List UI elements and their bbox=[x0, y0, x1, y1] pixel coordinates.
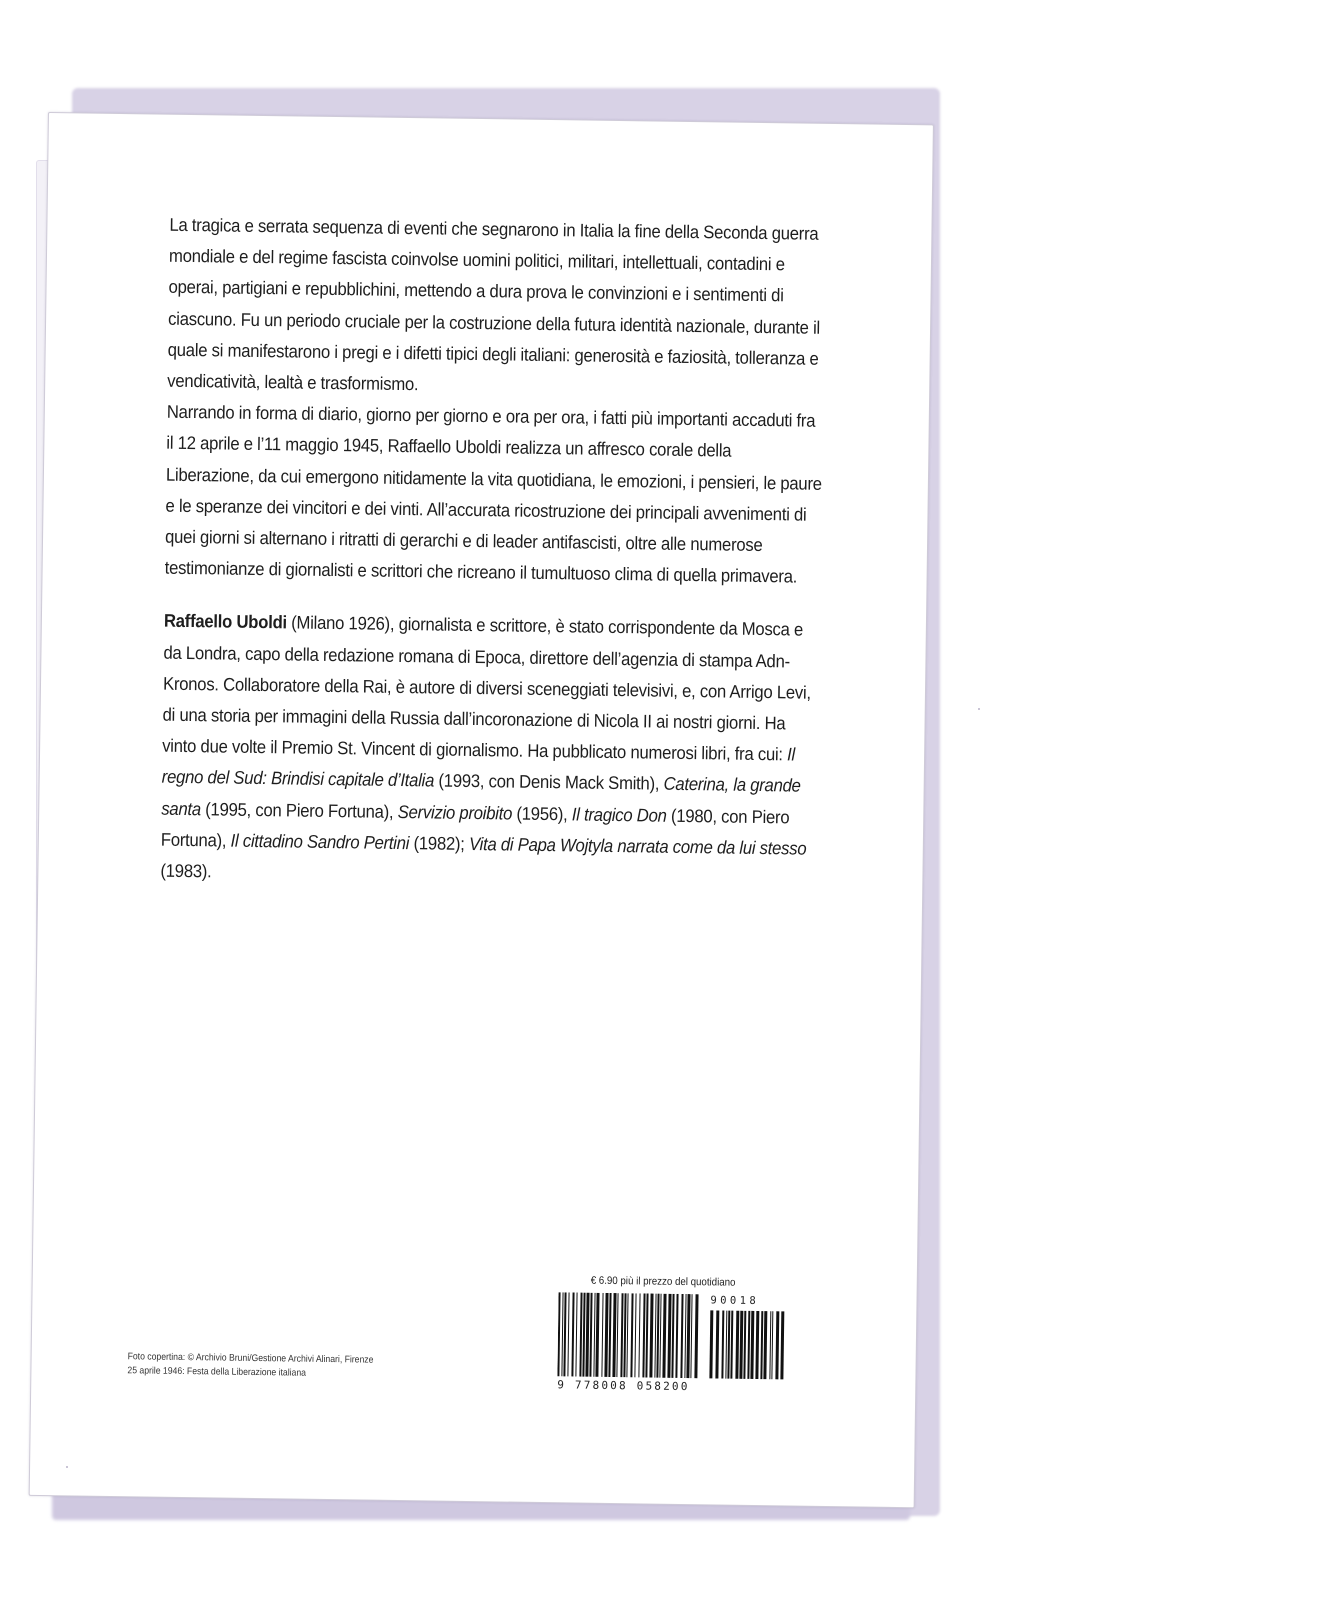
barcode-bar bbox=[725, 1311, 727, 1379]
book-title-2: Caterina, la grande santa bbox=[161, 774, 801, 819]
barcode-bar bbox=[721, 1311, 724, 1379]
barcode-bar bbox=[638, 1293, 640, 1377]
bio-text-7: (1983). bbox=[160, 860, 212, 882]
barcode-bar bbox=[763, 1311, 767, 1379]
barcode-addon-digits: 90018 bbox=[710, 1294, 760, 1308]
barcode-bar bbox=[649, 1294, 653, 1378]
barcode-bar bbox=[755, 1311, 759, 1379]
barcode-bar bbox=[709, 1310, 713, 1378]
barcode-bar bbox=[593, 1293, 595, 1377]
barcode-bar bbox=[557, 1292, 560, 1376]
book-title-6: Vita di Papa Wojtyla narrata come da lui stesso bbox=[468, 833, 807, 859]
barcode-main-digits: 9 778008 058200 bbox=[557, 1378, 690, 1394]
photo-credit-line-2: 25 aprile 1946: Festa della Liberazione italiana bbox=[127, 1365, 307, 1379]
bio-text-1: (Milano 1926), giornalista e scrittore, è stato corrispondente da Mosca e da Londra, capo della redazione romana di Epoca, direttore dell’agenzia di stampa Adn-Kronos. Collaboratore della Rai, è autore di diversi sceneggiati televisivi, e, con Arrigo Levi, di una storia per immagini della Russia dall’incoronazione di Nicola II ai nostri giorni. Ha vinto due volte il Premio St. Vincent di giornalismo. Ha pubblicato numerosi libri, fra cui: bbox=[162, 612, 811, 765]
barcode-bar bbox=[671, 1294, 674, 1378]
barcode-bar bbox=[561, 1292, 563, 1376]
barcode-bar bbox=[675, 1294, 678, 1378]
barcode-bar bbox=[645, 1293, 648, 1377]
book-title-4: Il tragico Don bbox=[571, 804, 667, 826]
bio-text-6: (1982); bbox=[409, 832, 470, 854]
bio-text-5: (1980, con Piero Fortuna), bbox=[160, 805, 790, 851]
barcode-bar bbox=[582, 1293, 585, 1377]
barcode-bar bbox=[579, 1293, 582, 1377]
barcode-bar bbox=[601, 1293, 603, 1377]
barcode-bar bbox=[730, 1311, 733, 1379]
barcode-bar bbox=[686, 1294, 690, 1378]
barcode-bar bbox=[563, 1292, 566, 1376]
book-title-5: Il cittadino Sandro Pertini bbox=[230, 830, 410, 853]
author-bio bbox=[160, 606, 821, 896]
barcode-bar bbox=[604, 1293, 608, 1377]
barcode-bar bbox=[743, 1311, 746, 1379]
bio-text-3: (1995, con Piero Fortuna), bbox=[200, 798, 398, 822]
barcode-bar bbox=[715, 1310, 719, 1378]
barcode-bar bbox=[769, 1311, 771, 1379]
book-title-1: Il regno del Sud: Brindisi capitale d’Italia bbox=[161, 744, 796, 791]
barcode-bar bbox=[626, 1293, 628, 1377]
back-cover-text bbox=[160, 210, 822, 896]
barcode-bar bbox=[727, 1311, 730, 1379]
photo-credit-line-1: Foto copertina: © Archivio Bruni/Gestione Archivi Alinari, Firenze bbox=[127, 1351, 374, 1366]
barcode-bar bbox=[630, 1293, 633, 1377]
bio-text-4: (1956), bbox=[511, 803, 573, 825]
barcode-bar bbox=[659, 1294, 661, 1378]
barcode-bar bbox=[690, 1294, 692, 1378]
barcode-bar bbox=[585, 1293, 589, 1377]
bio-text-2: (1993, con Denis Mack Smith), bbox=[433, 770, 664, 795]
barcode-bar bbox=[642, 1293, 645, 1377]
barcode-bar bbox=[775, 1311, 779, 1379]
barcode-bar bbox=[608, 1293, 611, 1377]
barcode-bar bbox=[634, 1293, 636, 1377]
barcode-bar bbox=[595, 1293, 599, 1377]
barcode bbox=[557, 1292, 788, 1395]
blurb-paragraph-2: Narrando in forma di diario, giorno per giorno e ora per ora, i fatti più importanti accaduti fra il 12 aprile e l’11 maggio 1945, Raffaello Uboldi realizza un affresco corale della Liberazione, da cui emergono nitidamente la vita quotidiana, le emozioni, i pensieri, le paure e le speranze dei vincitori e dei vinti. All’accurata ricostruzione dei principali avvenimenti di quei giorni si alternano i ritratti di gerarchi e di leader antifascisti, oltre alle numerose testimonianze di giornalisti e scrittori che ricreano il tumultuoso clima di quella primavera. bbox=[164, 401, 822, 587]
barcode-bar bbox=[680, 1294, 683, 1378]
scan-speck bbox=[978, 708, 980, 710]
barcode-bar bbox=[739, 1311, 743, 1379]
barcode-bar bbox=[747, 1311, 750, 1379]
price-label: € 6.90 più il prezzo del quotidiano bbox=[590, 1274, 736, 1289]
scan-speck bbox=[66, 1466, 68, 1468]
barcode-bar bbox=[735, 1311, 739, 1379]
barcode-bar bbox=[620, 1293, 623, 1377]
barcode-bar bbox=[589, 1293, 592, 1377]
author-name: Raffaello Uboldi bbox=[163, 611, 287, 633]
barcode-bar bbox=[780, 1311, 784, 1379]
barcode-bar bbox=[656, 1294, 659, 1378]
barcode-bar bbox=[571, 1292, 574, 1376]
barcode-bar bbox=[662, 1294, 666, 1378]
barcode-bar bbox=[654, 1294, 656, 1378]
blurb-paragraph-1: La tragica e serrata sequenza di eventi che segnarono in Italia la fine della Seconda guerra mondiale e del regime fascista coinvolse uomini politici, militari, intellettuali, contadini e operai, partigiani e repubblichini, mettendo a dura prova le convinzioni e i sentimenti di ciascuno. Fu un periodo cruciale per la costruzione della futura identità nazionale, durante il quale si manifestarono i pregi e i difetti tipici degli italiani: generosità e faziosità, tolleranza e vendicatività, lealtà e trasformismo. bbox=[167, 214, 821, 395]
barcode-bar bbox=[694, 1294, 698, 1378]
barcode-bar bbox=[771, 1311, 773, 1379]
barcode-bar bbox=[575, 1292, 577, 1376]
barcode-bar bbox=[760, 1311, 763, 1379]
book-title-3: Servizio proibito bbox=[397, 801, 513, 824]
barcode-bar bbox=[667, 1294, 671, 1378]
back-cover-page bbox=[29, 112, 934, 1508]
barcode-bar bbox=[684, 1294, 686, 1378]
barcode-bar bbox=[616, 1293, 618, 1377]
photo-credit bbox=[127, 1350, 373, 1381]
barcode-bar bbox=[750, 1311, 754, 1379]
barcode-bar bbox=[567, 1292, 569, 1376]
barcode-bar bbox=[612, 1293, 616, 1377]
barcode-bar bbox=[623, 1293, 626, 1377]
